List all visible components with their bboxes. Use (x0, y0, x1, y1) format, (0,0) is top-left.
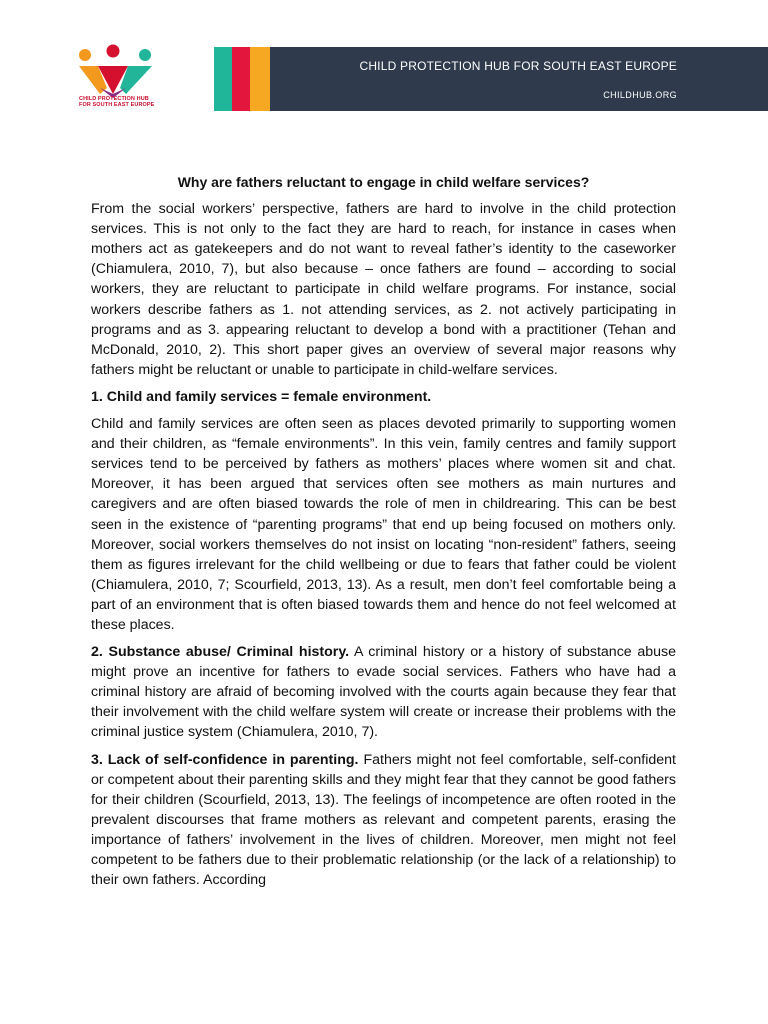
section-3-text: Fathers might not feel comfortable, self-confident or competent about their parenting skills and they might fear that they cannot be good fathers for their children (Scourfield, 2013, 13). The feelings of incompetence are often rooted in the prevalent discourses that frame mothers as relevant and competent parents, erasing the importance of fathers’ involvement in the lives of children. Moreover, men might not feel competent to be fathers due to their problematic relationship (or the lack of a relationship) to their own fathers. According (91, 751, 676, 889)
logo-line-2: FOR SOUTH EAST EUROPE (79, 102, 155, 108)
intro-paragraph: From the social workers’ perspective, fathers are hard to involve in the child protection services. This is not only to the fact they are hard to reach, for instance in cases when mothers act as gatekeepers and do not want to reveal father’s identity to the caseworker (Chiamulera, 2010, 7), but also because – once fathers are found – according to social workers, they are reluctant to participate in child welfare programs. For instance, social workers describe fathers as 1. not attending services, as 2. not actively participating in programs and as 3. appearing reluctant to develop a bond with a practitioner (Tehan and McDonald, 2010, 2). This short paper gives an overview of several major reasons why fathers might be reluctant or unable to participate in child-welfare services. (91, 201, 676, 378)
stripe-red (232, 47, 250, 111)
document-body (91, 172, 676, 897)
section-3-paragraph (91, 750, 676, 891)
section-3-heading: 3. Lack of self-confidence in parenting. (91, 751, 359, 768)
section-2-text: A criminal history or a history of substance abuse might prove an incentive for fathers to evade social services. Fathers who have had a criminal history are afraid of becoming involved with the courts again because they fear that their involvement with the child welfare system will create or increase their problems with the criminal justice system (Chiamulera, 2010, 7). (91, 644, 676, 741)
section-2-heading: 2. Substance abuse/ Criminal history. (91, 644, 350, 661)
child-protection-hub-logo-icon (76, 44, 158, 120)
header-bar (270, 47, 768, 111)
header-title: CHILD PROTECTION HUB FOR SOUTH EAST EUROPE (359, 59, 677, 73)
header-url[interactable]: CHILDHUB.ORG (603, 90, 677, 100)
logo-wordmark (79, 96, 159, 108)
document-title: Why are fathers reluctant to engage in child welfare services? (177, 174, 590, 190)
logo-line-1: CHILD PROTECTION HUB (79, 96, 149, 102)
stripe-yellow (250, 47, 270, 111)
header-stripes (214, 47, 270, 111)
section-1-heading: 1. Child and family services = female environment. (91, 388, 432, 405)
section-2-paragraph (91, 642, 676, 742)
stripe-teal (214, 47, 232, 111)
section-1-paragraph: Child and family services are often seen as places devoted primarily to supporting women and their children, as “female environments”. In this vein, family centres and family support services tend to be perceived by fathers as mothers’ places where women sit and chat. Moreover, it has been argued that services often see mothers as main nurtures and caregivers and are often biased towards the role of men in childrearing. This can be best seen in the existence of “parenting programs” that end up being focused on mothers only. Moreover, social workers themselves do not insist on locating “non-resident” fathers, seeing them as figures irrelevant for the child wellbeing or due to fears that father could be violent (Chiamulera, 2010, 7; Scourfield, 2013, 13). As a result, men don’t feel comfortable being a part of an environment that is often biased towards them and hence do not feel welcomed at these places. (91, 416, 676, 633)
